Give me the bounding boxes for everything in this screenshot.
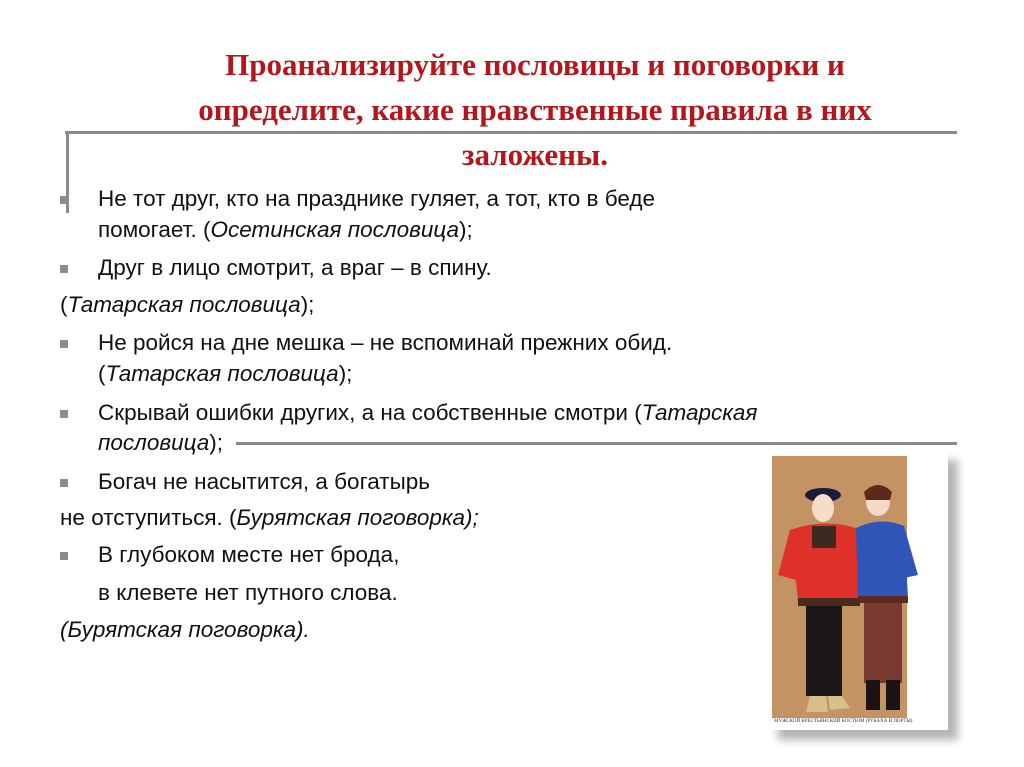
title-rule	[65, 131, 957, 134]
illustration-caption: МУЖСКОЙ КРЕСТЬЯНСКИЙ КОСТЮМ (РУБАХА И ПОРТЫ)	[774, 719, 913, 724]
list-item-cont: (Татарская пословица);	[60, 292, 315, 317]
list-item: Богач не насытится, а богатырь	[98, 469, 431, 494]
list-item: В глубоком месте нет брода,	[98, 542, 400, 567]
bullet	[60, 479, 68, 487]
list-item-cont: пословица);	[98, 430, 223, 455]
list-item: Не тот друг, кто на празднике гуляет, а тот, кто в беде	[98, 186, 656, 211]
list-item-cont: не отступиться. (Бурятская поговорка);	[60, 505, 479, 530]
list-item: Не ройся на дне мешка – не вспоминай прежних обид.	[98, 330, 673, 355]
list-item: Друг в лицо смотрит, а враг – в спину.	[98, 255, 492, 280]
costume-drawing	[768, 450, 948, 730]
title-line-2: определите, какие нравственные правила в них	[198, 92, 872, 127]
bullet	[60, 410, 68, 418]
folk-costume-illustration	[768, 450, 948, 730]
bullet	[60, 340, 68, 348]
bullet	[60, 265, 68, 273]
list-item-cont: в клевете нет путного слова.	[98, 580, 398, 605]
picture-rule	[236, 442, 957, 445]
list-item-cont: (Бурятская поговорка).	[60, 617, 310, 642]
bullet	[60, 196, 68, 204]
list-item-cont: (Татарская пословица);	[98, 361, 353, 386]
slide-title	[90, 42, 980, 177]
title-line-3: заложены.	[462, 137, 608, 172]
bullet	[60, 552, 68, 560]
list-item-cont: помогает. (Осетинская пословица);	[98, 217, 473, 242]
list-item: Скрывай ошибки других, а на собственные смотри (Татарская	[98, 400, 758, 425]
title-line-1: Проанализируйте пословицы и поговорки и	[225, 47, 845, 82]
